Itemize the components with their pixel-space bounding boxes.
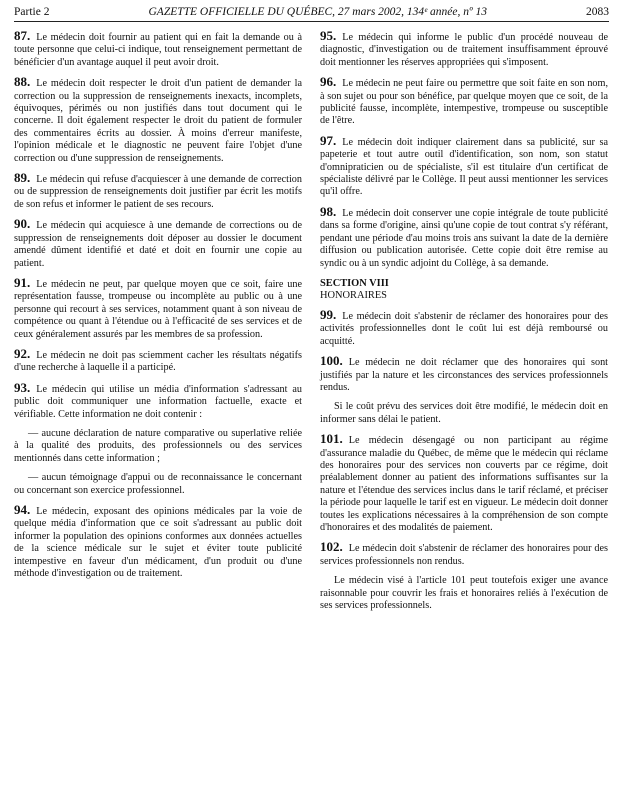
article-94: 94. Le médecin, exposant des opinions médicales par la voie de quelque média d'information que ce soit s'adressant au public doit informer la population des opinions conformes aux données actuelles de la science médicale sur le sujet et éviter toute publicité intempestive en faveur d'un médicament, d'un produit ou d'une méthode d'investigation ou de traitement. [14, 502, 302, 580]
article-88: 88. Le médecin doit respecter le droit d'un patient de demander la correction ou la suppression de renseignements inexacts, incomplets, équivoques, périmés ou non justifiés dans tout document qui le concerne. Il doit également respecter le droit du patient de formuler des commentaires écrits au dossier. À moins d'erreur manifeste, l'opinion médicale et le diagnostic ne peuvent faire l'objet d'une correction ou d'une suppression de renseignements. [14, 74, 302, 164]
right-column [320, 30, 608, 619]
page-header [14, 6, 609, 22]
article-90: 90. Le médecin qui acquiesce à une demande de corrections ou de suppression de renseignements doit déposer au dossier le document amendé dûment identifié et daté et doit en fournir une copie au patient. [14, 216, 302, 269]
article-102: 102. Le médecin doit s'abstenir de réclamer des honoraires pour des services professionnels non rendus. [320, 539, 608, 567]
section-title: SECTION VIII [320, 277, 389, 289]
article-101: 101. Le médecin désengagé ou non participant au régime d'assurance maladie du Québec, de même que le médecin qui réclame des honoraires pour des services non couverts par ce régime, doit préalablement donner au patient des informations suffisantes sur la nature et l'étendue des services inclus dans le tarif réclamé, et préciser la période pour laquelle le tarif est en vigueur. Le médecin doit donner toutes les explications nécessaires à la compréhension de son compte d'honoraires et des modalités de paiement. [320, 431, 608, 533]
article-102-paragraph-2: Le médecin visé à l'article 101 peut toutefois exiger une avance raisonnable pour couvrir les frais et honoraires reliés à l'exécution de ses services professionnels. [320, 575, 608, 612]
article-99: 99. Le médecin doit s'abstenir de réclamer des honoraires pour des activités professionnelles dont le coût lui est déjà remboursé ou acquitté. [320, 306, 608, 347]
article-93-item-1: — aucune déclaration de nature comparative ou superlative reliée à la qualité des produits, des professionnels ou des services mentionnés dans cette information ; [14, 427, 302, 464]
article-87: 87. Le médecin doit fournir au patient qui en fait la demande ou à toute personne que celui-ci indique, tout renseignement permettant de bénéficier d'un avantage auquel il peut avoir droit. [14, 28, 302, 68]
article-89: 89. Le médecin qui refuse d'acquiescer à une demande de correction ou de suppression de renseignements doit justifier par écrit les motifs de son refus et informer le patient de ses recours. [14, 170, 302, 210]
article-97: 97. Le médecin doit indiquer clairement dans sa publicité, sur sa papeterie et tout autre outil d'identification, son nom, son statut d'omnipraticien ou de spécialiste, s'il est titulaire d'un certificat de spécialiste délivré par le Collège. Il peut aussi mentionner les services qu'il offre. [320, 132, 608, 198]
section-subtitle: HONORAIRES [320, 289, 387, 301]
article-93: 93. Le médecin qui utilise un média d'information s'adressant au public doit communiquer une information factuelle, exacte et vérifiable. Cette information ne doit contenir : [14, 379, 302, 420]
article-98: 98. Le médecin doit conserver une copie intégrale de toute publicité dans sa forme d'origine, ainsi qu'une copie de tout contrat s'y référant, pendant une période d'au moins trois ans suivant la date de la dernière diffusion ou publication autorisée. Cette copie doit être remise au syndic ou à un syndic adjoint du Collège, à sa demande. [320, 203, 608, 269]
article-92: 92. Le médecin ne doit pas sciemment cacher les résultats négatifs d'une recherche à laquelle il a participé. [14, 345, 302, 374]
left-column [14, 30, 302, 619]
article-100: 100. Le médecin ne doit réclamer que des honoraires qui sont justifiés par la nature et les circonstances des services professionnels rendus. [320, 353, 608, 393]
header-part: Partie 2 [14, 6, 50, 18]
header-publication: GAZETTE OFFICIELLE DU QUÉBEC, 27 mars 2002, 134ᵉ année, nº 13 [148, 6, 487, 18]
article-100-paragraph-2: Si le coût prévu des services doit être modifié, le médecin doit en informer sans délai le patient. [320, 401, 608, 425]
article-96: 96. Le médecin ne peut faire ou permettre que soit faite en son nom, à son sujet ou pour son bénéfice, par quelque moyen que ce soit, de la publicité fausse, incomplète, intempestive, trompeuse ou susceptible de l'être. [320, 74, 608, 127]
two-column-body [14, 30, 609, 619]
article-95: 95. Le médecin qui informe le public d'un procédé nouveau de diagnostic, d'investigation ou de traitement insuffisamment éprouvé doit mentionner les réserves appropriées qui s'imposent. [320, 28, 608, 68]
header-page-number: 2083 [586, 6, 609, 18]
article-93-item-2: — aucun témoignage d'appui ou de reconnaissance le concernant ou concernant son exercice professionnel. [14, 472, 302, 496]
article-91: 91. Le médecin ne peut, par quelque moyen que ce soit, faire une représentation fausse, trompeuse ou incomplète au public ou à une personne qui recourt à ses services, notamment quant à son niveau de compétence ou quant à l'étendue ou à l'efficacité de ses services et de ceux généralement assurés par les membres de sa profession. [14, 274, 302, 340]
